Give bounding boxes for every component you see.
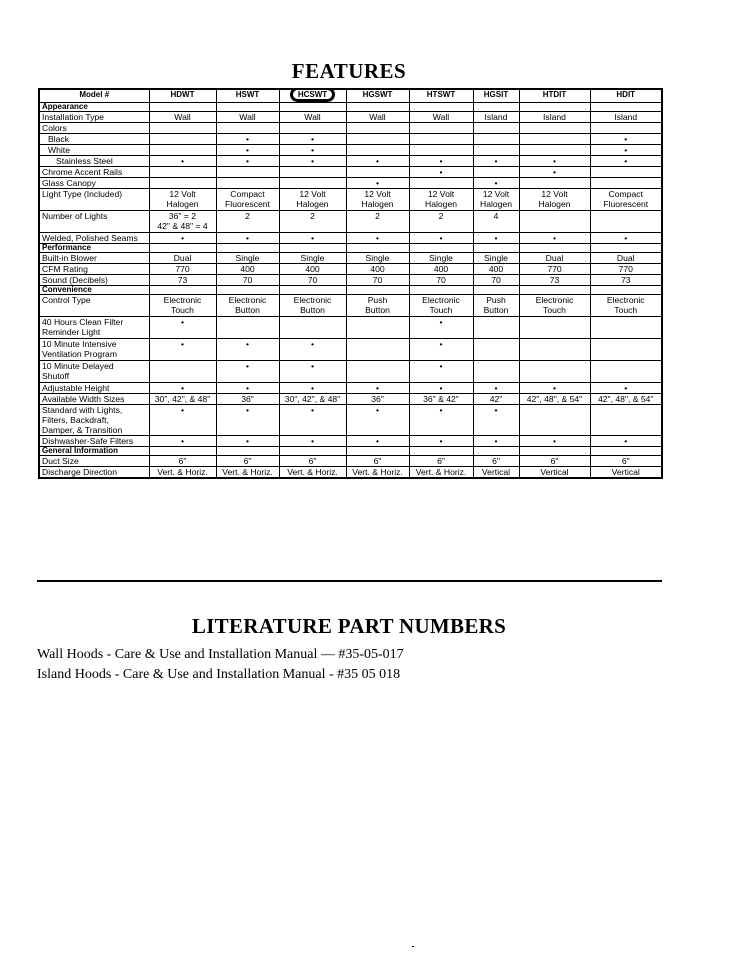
table-cell: 70 [409,275,473,286]
table-cell: • [409,339,473,361]
table-cell: Push Button [473,295,519,317]
table-cell: • [590,134,662,145]
table-row [39,467,662,479]
table-cell: 12 Volt Halogen [473,189,519,211]
feature-label: Available Width Sizes [39,394,149,405]
table-cell: 400 [346,264,409,275]
feature-label: Glass Canopy [39,178,149,189]
table-cell [519,317,590,339]
column-header-hgswt [346,89,409,103]
table-cell [590,123,662,134]
table-cell [149,361,216,383]
feature-label: Light Type (Included) [39,189,149,211]
table-cell [519,447,590,456]
table-cell [149,286,216,295]
feature-label: Dishwasher-Safe Filters [39,436,149,447]
column-header-label: HDIT [616,90,636,99]
table-cell: 12 Volt Halogen [409,189,473,211]
table-cell: 770 [590,264,662,275]
table-cell [346,145,409,156]
feature-label: Discharge Direction [39,467,149,479]
table-cell [279,244,346,253]
table-row [39,361,662,383]
table-cell: • [473,383,519,394]
table-cell: • [279,339,346,361]
column-header-label: HGSIT [483,90,509,99]
table-cell [346,134,409,145]
table-cell: 42" [473,394,519,405]
scan-speck [412,946,414,947]
table-row [39,286,662,295]
table-cell: 2 [409,211,473,233]
table-cell: • [473,436,519,447]
table-cell: Electronic Touch [409,295,473,317]
table-row [39,447,662,456]
table-cell [149,145,216,156]
table-cell: • [346,178,409,189]
table-cell: 6" [216,456,279,467]
table-cell: • [346,405,409,436]
table-cell: 6" [409,456,473,467]
table-cell: • [590,233,662,244]
table-row [39,394,662,405]
table-cell: 2 [279,211,346,233]
table-cell [216,244,279,253]
feature-label: White [39,145,149,156]
table-cell: • [216,233,279,244]
table-cell [473,286,519,295]
divider [37,580,662,582]
table-cell: Electronic Touch [149,295,216,317]
table-cell: • [216,134,279,145]
table-cell [346,167,409,178]
table-cell: • [279,436,346,447]
table-cell: • [216,436,279,447]
table-cell [279,317,346,339]
table-cell: Single [346,253,409,264]
table-cell [346,286,409,295]
table-cell: • [346,383,409,394]
column-header-hswt [216,89,279,103]
table-row [39,134,662,145]
column-header-label: HDWT [170,90,195,99]
table-cell: 400 [473,264,519,275]
table-cell [473,134,519,145]
table-cell [216,317,279,339]
table-cell [590,211,662,233]
feature-label: 10 Minute Intensive Ventilation Program [39,339,149,361]
table-cell [149,244,216,253]
table-cell: 400 [216,264,279,275]
table-row [39,253,662,264]
table-cell [473,244,519,253]
table-cell: • [473,405,519,436]
table-cell [216,103,279,112]
table-cell: 70 [279,275,346,286]
table-cell: 73 [149,275,216,286]
table-cell: • [216,339,279,361]
table-cell [216,167,279,178]
table-cell [409,447,473,456]
table-row [39,145,662,156]
table-cell: 70 [346,275,409,286]
table-row [39,339,662,361]
table-cell [519,103,590,112]
table-cell: 12 Volt Halogen [279,189,346,211]
table-cell: 2 [346,211,409,233]
table-cell: • [149,405,216,436]
feature-label: Built-in Blower [39,253,149,264]
table-cell: • [149,339,216,361]
table-row [39,275,662,286]
table-cell: • [409,361,473,383]
table-cell: • [519,436,590,447]
table-row [39,178,662,189]
table-cell: Single [409,253,473,264]
table-cell: 6" [346,456,409,467]
table-cell: • [279,134,346,145]
table-cell: 6" [473,456,519,467]
table-row [39,189,662,211]
table-cell [346,447,409,456]
table-cell: • [216,361,279,383]
table-cell [409,123,473,134]
table-cell [473,447,519,456]
table-cell: • [279,233,346,244]
table-cell: Electronic Button [216,295,279,317]
table-cell: 400 [409,264,473,275]
column-header-label: Model # [79,90,110,99]
table-cell: Single [216,253,279,264]
table-cell: Dual [519,253,590,264]
table-cell: Vert. & Horiz. [149,467,216,479]
table-cell [149,447,216,456]
table-cell: Wall [409,112,473,123]
feature-label: Chrome Accent Rails [39,167,149,178]
table-row [39,317,662,339]
table-row [39,436,662,447]
table-cell: Wall [346,112,409,123]
table-cell [590,339,662,361]
table-cell: 2 [216,211,279,233]
table-cell: Vertical [590,467,662,479]
column-header-label: HSWT [235,90,260,99]
table-cell: Vertical [519,467,590,479]
table-row [39,405,662,436]
column-header-htdit [519,89,590,103]
table-cell: • [519,233,590,244]
table-cell: • [149,436,216,447]
table-cell: • [473,178,519,189]
table-cell [346,361,409,383]
table-cell: 70 [216,275,279,286]
table-cell [519,286,590,295]
table-cell [519,211,590,233]
table-cell: Compact Fluorescent [216,189,279,211]
table-cell [473,361,519,383]
table-row [39,264,662,275]
feature-label: Installation Type [39,112,149,123]
table-cell [409,103,473,112]
table-cell: • [590,383,662,394]
table-cell [149,103,216,112]
table-cell: 36" [216,394,279,405]
table-header-row [39,89,662,103]
table-cell [279,178,346,189]
table-cell: Island [519,112,590,123]
table-cell: 6" [590,456,662,467]
table-row [39,233,662,244]
feature-label: Performance [39,244,149,253]
table-cell: • [409,156,473,167]
table-cell [473,317,519,339]
table-cell: • [409,167,473,178]
feature-label: Convenience [39,286,149,295]
table-cell [519,145,590,156]
feature-label: Number of Lights [39,211,149,233]
column-header-hcswt [279,89,346,103]
table-cell: 12 Volt Halogen [149,189,216,211]
table-cell: • [216,156,279,167]
table-cell: Island [590,112,662,123]
table-cell: • [409,405,473,436]
column-header-htswt [409,89,473,103]
table-cell [149,178,216,189]
table-cell [519,339,590,361]
table-cell [590,405,662,436]
table-row [39,383,662,394]
table-cell [216,447,279,456]
table-cell: 36" = 2 42" & 48" = 4 [149,211,216,233]
table-cell: 42", 48", & 54" [590,394,662,405]
table-cell [409,145,473,156]
table-cell: • [473,156,519,167]
table-cell: 73 [519,275,590,286]
table-cell: • [216,383,279,394]
table-cell: • [149,156,216,167]
table-cell [409,244,473,253]
table-cell [473,145,519,156]
feature-label: 10 Minute Delayed Shutoff [39,361,149,383]
table-row [39,456,662,467]
table-cell: • [590,436,662,447]
table-cell: 400 [279,264,346,275]
feature-label: Appearance [39,103,149,112]
table-cell: • [346,156,409,167]
table-cell: • [279,405,346,436]
table-cell: 30", 42", & 48" [149,394,216,405]
table-cell: Electronic Touch [590,295,662,317]
column-header-label: HGSWT [362,90,393,99]
feature-label: General Information [39,447,149,456]
table-cell [216,178,279,189]
table-cell [409,286,473,295]
table-cell: • [473,233,519,244]
table-cell: • [409,436,473,447]
island-hoods-manual: Island Hoods - Care & Use and Installation Manual - #35 05 018 [37,667,401,682]
table-cell: • [279,361,346,383]
table-row [39,112,662,123]
table-cell: • [216,405,279,436]
table-cell [519,178,590,189]
table-row [39,167,662,178]
table-cell: • [409,317,473,339]
table-cell [590,447,662,456]
table-cell: • [346,233,409,244]
table-cell: 6" [149,456,216,467]
table-cell: Single [279,253,346,264]
column-header-hgsit [473,89,519,103]
table-cell [590,178,662,189]
table-cell: Dual [149,253,216,264]
table-cell [409,178,473,189]
table-cell [473,167,519,178]
table-cell [590,167,662,178]
table-cell [346,317,409,339]
feature-label: Welded, Polished Seams [39,233,149,244]
table-cell: Vert. & Horiz. [216,467,279,479]
column-header-label: HTSWT [426,90,456,99]
table-cell: Compact Fluorescent [590,189,662,211]
features-title: FEATURES [291,59,407,83]
table-cell [346,123,409,134]
table-cell: Electronic Button [279,295,346,317]
table-cell: • [519,156,590,167]
table-cell [473,123,519,134]
table-cell [346,339,409,361]
table-cell: • [409,383,473,394]
table-cell: • [149,233,216,244]
table-cell: • [279,156,346,167]
feature-label: Stainless Steel [39,156,149,167]
table-cell: Vert. & Horiz. [409,467,473,479]
wall-hoods-manual: Wall Hoods - Care & Use and Installation Manual — #35-05-017 [37,647,404,662]
column-header-model [39,89,149,103]
table-row [39,123,662,134]
column-header-label: HCSWT [290,89,335,102]
feature-label: Adjustable Height [39,383,149,394]
feature-label: Control Type [39,295,149,317]
table-row [39,211,662,233]
table-cell [149,134,216,145]
table-cell [590,317,662,339]
table-cell: Single [473,253,519,264]
table-cell: Island [473,112,519,123]
table-cell: Wall [279,112,346,123]
table-cell [216,123,279,134]
table-cell: • [279,145,346,156]
table-cell: • [149,383,216,394]
table-cell: 30", 42", & 48" [279,394,346,405]
table-cell: • [346,436,409,447]
table-cell: Vertical [473,467,519,479]
table-cell [590,103,662,112]
table-cell: Electronic Touch [519,295,590,317]
table-cell: 36" & 42" [409,394,473,405]
table-cell [279,447,346,456]
table-cell [279,286,346,295]
feature-label: Sound (Decibels) [39,275,149,286]
table-cell [279,167,346,178]
column-header-hdit [590,89,662,103]
table-cell [590,244,662,253]
table-cell [473,339,519,361]
table-row [39,156,662,167]
features-table [38,88,663,479]
column-header-hdwt [149,89,216,103]
table-cell: Wall [216,112,279,123]
table-cell [279,103,346,112]
table-cell: 6" [519,456,590,467]
table-cell [519,123,590,134]
table-cell [149,167,216,178]
table-cell: 42", 48", & 54" [519,394,590,405]
table-cell [590,286,662,295]
table-cell [279,123,346,134]
table-cell [149,123,216,134]
table-cell [346,244,409,253]
table-cell [519,134,590,145]
column-header-label: HTDIT [542,90,567,99]
table-cell: 770 [149,264,216,275]
feature-label: Standard with Lights, Filters, Backdraft, Damper, & Transition [39,405,149,436]
table-cell: 4 [473,211,519,233]
feature-label: 40 Hours Clean Filter Reminder Light [39,317,149,339]
table-cell [590,361,662,383]
table-cell: • [519,167,590,178]
feature-label: Duct Size [39,456,149,467]
table-row [39,244,662,253]
feature-label: Colors [39,123,149,134]
table-cell: 73 [590,275,662,286]
table-cell: • [590,156,662,167]
table-cell: 770 [519,264,590,275]
table-cell: Dual [590,253,662,264]
table-row [39,295,662,317]
table-cell: 6" [279,456,346,467]
table-cell [519,361,590,383]
table-cell [216,286,279,295]
table-cell: Wall [149,112,216,123]
table-cell: • [409,233,473,244]
table-cell: 12 Volt Halogen [519,189,590,211]
table-cell [346,103,409,112]
table-cell [409,134,473,145]
table-cell: 70 [473,275,519,286]
table-cell: • [149,317,216,339]
table-cell [473,103,519,112]
table-cell [519,244,590,253]
literature-title: LITERATURE PART NUMBERS [191,614,507,638]
table-cell: • [590,145,662,156]
table-cell: • [519,383,590,394]
table-cell: • [216,145,279,156]
table-cell: Vert. & Horiz. [279,467,346,479]
table-row [39,103,662,112]
feature-label: CFM Rating [39,264,149,275]
table-cell: Vert. & Horiz. [346,467,409,479]
table-cell [519,405,590,436]
table-cell: 36" [346,394,409,405]
feature-label: Black [39,134,149,145]
table-cell: • [279,383,346,394]
table-cell: 12 Volt Halogen [346,189,409,211]
table-cell: Push Button [346,295,409,317]
